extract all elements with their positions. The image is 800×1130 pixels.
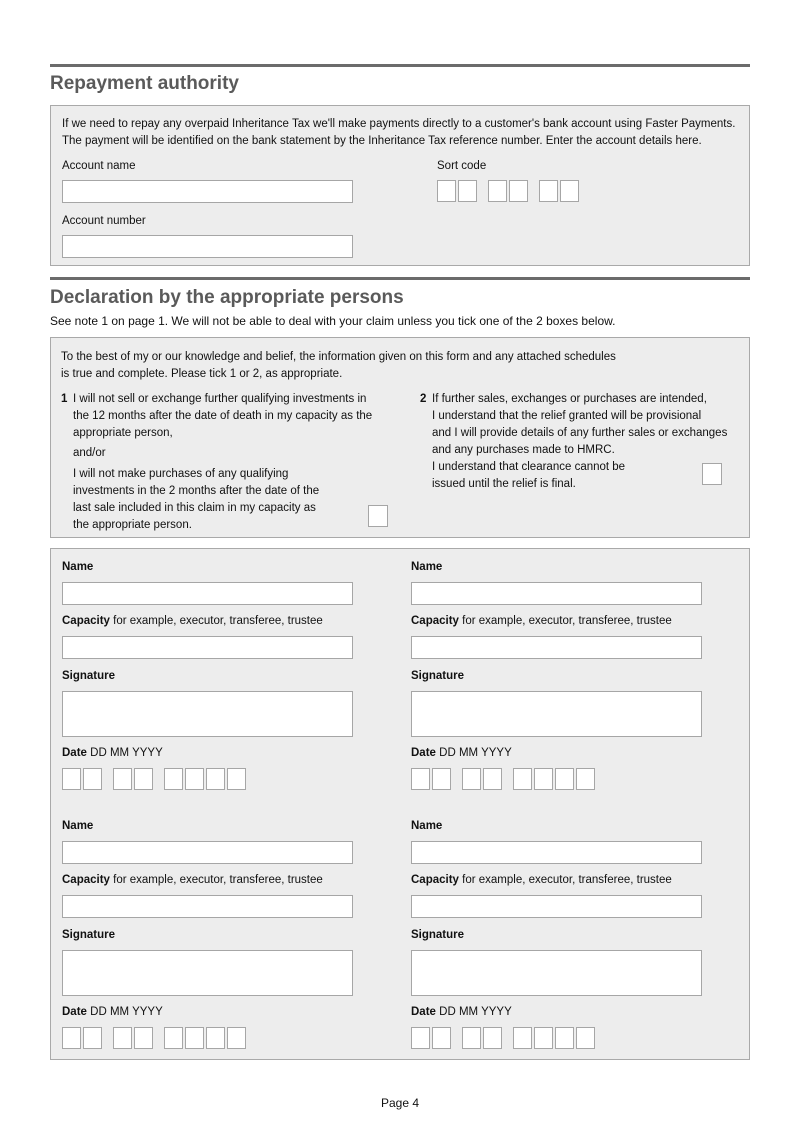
date-boxes	[411, 1027, 597, 1049]
date-label	[62, 1004, 163, 1021]
option1-line: the 12 months after the date of death in my capacity as the	[73, 410, 373, 422]
option1-line: appropriate person,	[73, 427, 173, 439]
date-year-digit[interactable]	[555, 768, 574, 790]
signature-label: Signature	[411, 929, 465, 941]
option1-line: investments in the 2 months after the date of the	[73, 485, 320, 497]
date-day-digit[interactable]	[411, 768, 430, 790]
option2-line: issued until the relief is final.	[432, 478, 576, 490]
date-label-bold: Date	[411, 1006, 436, 1018]
date-month-digit[interactable]	[462, 768, 481, 790]
date-month-digit[interactable]	[462, 1027, 481, 1049]
date-year-digit[interactable]	[227, 1027, 246, 1049]
option2-line: and I will provide details of any further sales or exchanges	[432, 427, 728, 439]
capacity-hint: for example, executor, transferee, trustee	[109, 615, 323, 627]
date-month-digit[interactable]	[483, 768, 502, 790]
capacity-label-bold: Capacity	[411, 615, 459, 627]
name-input[interactable]	[411, 841, 702, 864]
signature-box[interactable]	[62, 691, 353, 737]
sort-code-digit[interactable]	[509, 180, 528, 202]
name-label: Name	[62, 820, 94, 832]
date-label	[62, 745, 163, 762]
repayment-intro-line1: If we need to repay any overpaid Inheritance Tax we'll make payments directly to a customer's bank account using Faster Payments.	[62, 118, 736, 130]
date-boxes	[62, 768, 248, 790]
name-label: Name	[62, 561, 94, 573]
sort-code-digit[interactable]	[437, 180, 456, 202]
account-number-label: Account number	[62, 215, 146, 227]
option1-line: I will not make purchases of any qualifying	[73, 468, 289, 480]
date-day-digit[interactable]	[432, 1027, 451, 1049]
name-label: Name	[411, 820, 443, 832]
date-label	[411, 745, 512, 762]
declaration-heading: Declaration by the appropriate persons	[50, 287, 404, 308]
option2-number: 2	[420, 393, 427, 405]
capacity-input[interactable]	[411, 895, 702, 918]
account-number-input[interactable]	[62, 235, 353, 258]
date-year-digit[interactable]	[513, 768, 532, 790]
date-label-bold: Date	[411, 747, 436, 759]
date-month-digit[interactable]	[134, 1027, 153, 1049]
sort-code-label: Sort code	[437, 160, 487, 172]
declaration-intro-line1: To the best of my or our knowledge and belief, the information given on this form and any attached schedules	[61, 351, 616, 363]
option2-checkbox[interactable]	[702, 463, 722, 485]
option2-line: I understand that the relief granted will be provisional	[432, 410, 702, 422]
capacity-hint: for example, executor, transferee, trustee	[458, 615, 672, 627]
sort-code-digit[interactable]	[560, 180, 579, 202]
repayment-intro-line2: The payment will be identified on the bank statement by the Inheritance Tax reference number. Enter the account details here.	[62, 135, 702, 147]
option1-checkbox[interactable]	[368, 505, 388, 527]
date-hint: DD MM YYYY	[435, 747, 512, 759]
capacity-hint: for example, executor, transferee, trustee	[109, 874, 323, 886]
capacity-label	[411, 613, 672, 630]
signatory-block	[411, 808, 751, 1058]
name-label: Name	[411, 561, 443, 573]
sort-code-boxes	[437, 180, 582, 202]
date-year-digit[interactable]	[206, 1027, 225, 1049]
date-year-digit[interactable]	[576, 1027, 595, 1049]
date-year-digit[interactable]	[206, 768, 225, 790]
date-label	[411, 1004, 512, 1021]
repayment-heading: Repayment authority	[50, 73, 239, 94]
date-boxes	[411, 768, 597, 790]
signature-label: Signature	[62, 670, 116, 682]
date-year-digit[interactable]	[513, 1027, 532, 1049]
option2-line: and any purchases made to HMRC.	[432, 444, 615, 456]
sort-code-digit[interactable]	[458, 180, 477, 202]
option2-line: I understand that clearance cannot be	[432, 461, 626, 473]
date-year-digit[interactable]	[534, 768, 553, 790]
date-year-digit[interactable]	[576, 768, 595, 790]
page-number: Page 4	[380, 1096, 420, 1110]
capacity-hint: for example, executor, transferee, trustee	[458, 874, 672, 886]
option1-line: I will not sell or exchange further qualifying investments in	[73, 393, 367, 405]
capacity-label-bold: Capacity	[62, 615, 110, 627]
section-rule-repayment	[50, 64, 750, 67]
signature-box[interactable]	[411, 950, 702, 996]
capacity-label	[411, 872, 672, 889]
date-year-digit[interactable]	[227, 768, 246, 790]
date-year-digit[interactable]	[164, 1027, 183, 1049]
option1-andor: and/or	[73, 447, 106, 459]
declaration-panel	[50, 337, 750, 538]
date-label-bold: Date	[62, 747, 87, 759]
date-month-digit[interactable]	[483, 1027, 502, 1049]
signatory-block	[411, 549, 751, 799]
section-rule-declaration	[50, 277, 750, 280]
date-hint: DD MM YYYY	[86, 1006, 163, 1018]
date-year-digit[interactable]	[164, 768, 183, 790]
date-day-digit[interactable]	[62, 1027, 81, 1049]
name-input[interactable]	[62, 841, 353, 864]
signature-label: Signature	[411, 670, 465, 682]
date-year-digit[interactable]	[534, 1027, 553, 1049]
date-month-digit[interactable]	[113, 1027, 132, 1049]
signatory-block	[62, 549, 402, 799]
signatories-panel	[50, 548, 750, 1060]
repayment-panel	[50, 105, 750, 266]
declaration-intro-line2: is true and complete. Please tick 1 or 2, as appropriate.	[61, 368, 343, 380]
date-boxes	[62, 1027, 248, 1049]
sort-code-digit[interactable]	[488, 180, 507, 202]
date-day-digit[interactable]	[411, 1027, 430, 1049]
date-day-digit[interactable]	[62, 768, 81, 790]
date-month-digit[interactable]	[113, 768, 132, 790]
date-day-digit[interactable]	[83, 1027, 102, 1049]
date-year-digit[interactable]	[185, 768, 204, 790]
date-day-digit[interactable]	[83, 768, 102, 790]
account-name-label: Account name	[62, 160, 136, 172]
capacity-label	[62, 872, 323, 889]
capacity-input[interactable]	[62, 636, 353, 659]
date-day-digit[interactable]	[432, 768, 451, 790]
option1-line: the appropriate person.	[73, 519, 192, 531]
declaration-note: See note 1 on page 1. We will not be able to deal with your claim unless you tick one of the 2 boxes below.	[50, 314, 616, 328]
name-input[interactable]	[62, 582, 353, 605]
option2-line: If further sales, exchanges or purchases are intended,	[432, 393, 707, 405]
option1-number: 1	[61, 393, 68, 405]
date-year-digit[interactable]	[555, 1027, 574, 1049]
date-hint: DD MM YYYY	[435, 1006, 512, 1018]
date-label-bold: Date	[62, 1006, 87, 1018]
capacity-label-bold: Capacity	[62, 874, 110, 886]
account-name-input[interactable]	[62, 180, 353, 203]
capacity-input[interactable]	[411, 636, 702, 659]
date-hint: DD MM YYYY	[86, 747, 163, 759]
signatory-block	[62, 808, 402, 1058]
capacity-label-bold: Capacity	[411, 874, 459, 886]
capacity-label	[62, 613, 323, 630]
signature-box[interactable]	[62, 950, 353, 996]
name-input[interactable]	[411, 582, 702, 605]
date-year-digit[interactable]	[185, 1027, 204, 1049]
option1-line: last sale included in this claim in my capacity as	[73, 502, 316, 514]
capacity-input[interactable]	[62, 895, 353, 918]
signature-box[interactable]	[411, 691, 702, 737]
sort-code-digit[interactable]	[539, 180, 558, 202]
date-month-digit[interactable]	[134, 768, 153, 790]
signature-label: Signature	[62, 929, 116, 941]
